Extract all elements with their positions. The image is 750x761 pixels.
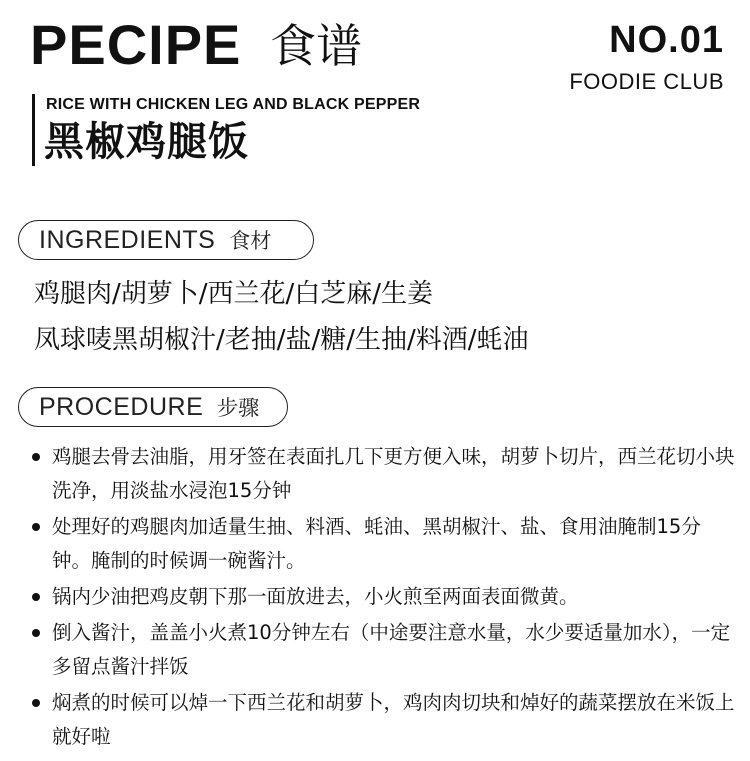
procedure-step-text: 锅内少油把鸡皮朝下那一面放进去，小火煎至两面表面微黄。 — [52, 585, 579, 608]
dish-name-en: RICE WITH CHICKEN LEG AND BLACK PEPPER — [46, 96, 421, 113]
recipe-number: NO.01 — [609, 19, 724, 61]
procedure-step — [30, 440, 736, 508]
recipe-title-en: PECIPE — [30, 13, 242, 76]
procedure-step — [30, 616, 736, 684]
procedure-step-text: 焖煮的时候可以焯一下西兰花和胡萝卜，鸡肉肉切块和焯好的蔬菜摆放在米饭上就好啦 — [52, 691, 735, 748]
ingredients-line: 鸡腿肉/胡萝卜/西兰花/白芝麻/生姜 — [34, 279, 434, 309]
ingredients-line: 凤球唛黑胡椒汁/老抽/盐/糖/生抽/料酒/蚝油 — [34, 325, 529, 355]
procedure-step — [30, 510, 736, 578]
procedure-step-text: 处理好的鸡腿肉加适量生抽、料酒、蚝油、黑胡椒汁、盐、食用油腌制15分钟。腌制的时候调一碗酱汁。 — [52, 515, 701, 572]
club-name: FOODIE CLUB — [569, 69, 724, 94]
procedure-step-text: 倒入酱汁，盖盖小火煮10分钟左右（中途要注意水量，水少要适量加水），一定多留点酱汁拌饭 — [52, 621, 731, 678]
procedure-steps — [30, 440, 736, 756]
procedure-step — [30, 580, 736, 614]
procedure-heading — [18, 387, 288, 427]
procedure-heading-cn: 步骤 — [217, 396, 260, 420]
ingredients-heading-cn: 食材 — [229, 229, 272, 253]
ingredients-heading-en: INGREDIENTS — [39, 225, 216, 254]
ingredients-heading — [18, 220, 314, 260]
procedure-step — [30, 686, 736, 754]
dish-accent-bar — [32, 94, 35, 166]
procedure-step-text: 鸡腿去骨去油脂，用牙签在表面扎几下更方便入味，胡萝卜切片，西兰花切小块洗净，用淡盐水浸泡15分钟 — [52, 445, 735, 502]
procedure-heading-en: PROCEDURE — [39, 392, 204, 421]
dish-name-cn: 黑椒鸡腿饭 — [44, 119, 249, 165]
recipe-title-cn: 食谱 — [270, 19, 362, 73]
